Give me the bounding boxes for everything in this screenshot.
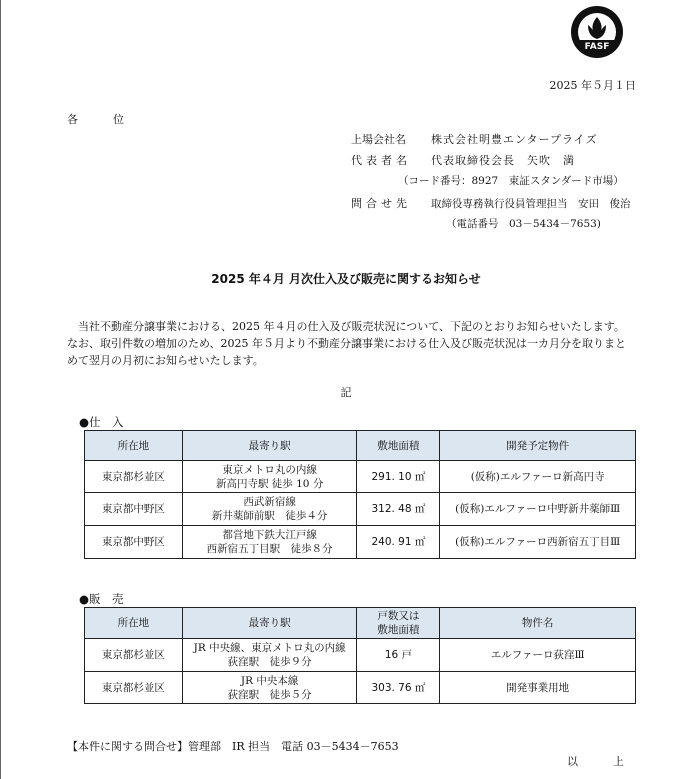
company-code: （コード番号：8927 東証スタンダード市場） [398, 175, 624, 187]
body-paragraph-2: なお、取引件数の増加のため、2025 年５月より不動産分譲事業における仕入及び販売状況は一カ月分を取りまとめて翌月の月初にお知らせいたします。 [67, 337, 627, 367]
listed-company-value: 株式会社明豊エンタープライズ [431, 133, 598, 146]
body-paragraph-1: 当社不動産分譲事業における、2025 年４月の仕入及び販売状況について、下記のとおりお知らせいたします。 [78, 320, 625, 333]
station-line: 新井薬師前駅 徒歩４分 [211, 510, 328, 522]
purchase-table [84, 430, 636, 559]
table-row [85, 639, 636, 672]
ki-mark: 記 [340, 386, 352, 399]
area-cell: 291. 10 ㎡ [357, 461, 440, 493]
property-cell: 開発事業用地 [440, 672, 636, 704]
station-line: 新高円寺駅 徒歩 10 分 [215, 477, 324, 490]
table-row [85, 672, 636, 704]
station-cell [182, 526, 357, 559]
contact-value: 取締役専務執行役員管理担当 安田 俊治 [431, 198, 631, 210]
purchase-col-property: 開発予定物件 [440, 431, 636, 461]
body-text [67, 318, 637, 369]
property-cell: (仮称)エルファーロ中野新井薬師Ⅲ [440, 493, 636, 526]
purchase-heading: ●仕 入 [79, 415, 124, 429]
table-row [85, 493, 636, 526]
property-cell: (仮称)エルファーロ新高円寺 [440, 461, 636, 493]
location-cell: 東京都中野区 [85, 526, 183, 559]
header-line: 敷地面積 [377, 624, 420, 636]
station-cell [182, 461, 357, 493]
closing-mark: 以 上 [567, 755, 636, 768]
purchase-col-area: 敷地面積 [357, 431, 440, 461]
area-cell: 312. 48 ㎡ [357, 493, 440, 526]
station-line: 荻窪駅 徒歩５分 [227, 688, 312, 701]
purchase-header-row [85, 431, 636, 461]
station-cell [182, 639, 357, 672]
station-line: 西新宿五丁目駅 徒歩８分 [206, 543, 333, 555]
listed-company-label: 上場会社名 [351, 133, 406, 146]
qty-cell: 16 戸 [357, 639, 440, 672]
sales-col-property: 物件名 [440, 608, 636, 639]
contact-row [351, 195, 631, 211]
sales-col-qty [357, 608, 440, 639]
sales-header-row [85, 608, 636, 639]
table-row [85, 526, 636, 559]
issue-date: 2025 年５月１日 [549, 79, 636, 92]
sales-heading: ●販 売 [79, 592, 124, 606]
station-line: JR 中央線、東京メトロ丸の内線 [193, 642, 346, 654]
document-title: 2025 年４月 月次仕入及び販売に関するお知らせ [211, 272, 481, 286]
representative-value: 代表取締役会長 矢吹 満 [431, 154, 575, 167]
location-cell: 東京都杉並区 [85, 461, 183, 493]
station-line: 荻窪駅 徒歩９分 [227, 656, 312, 668]
qty-cell: 303. 76 ㎡ [357, 672, 440, 704]
contact-label: 問合せ先 [351, 197, 411, 210]
station-cell [182, 672, 357, 704]
contact-phone: （電話番号 03－5434－7653) [446, 218, 601, 230]
location-cell: 東京都中野区 [85, 493, 183, 526]
listed-company-row [351, 131, 598, 147]
station-line: 東京メトロ丸の内線 [222, 463, 317, 476]
station-cell [182, 493, 357, 526]
location-cell: 東京都杉並区 [85, 639, 183, 672]
representative-row [351, 152, 575, 168]
property-cell: (仮称)エルファーロ西新宿五丁目Ⅲ [440, 526, 636, 559]
purchase-col-station: 最寄り駅 [182, 431, 357, 461]
station-line: 西武新宿線 [243, 496, 296, 508]
area-cell: 240. 91 ㎡ [357, 526, 440, 559]
sales-col-station: 最寄り駅 [182, 608, 357, 639]
header-line: 戸数又は [377, 610, 420, 622]
representative-label: 代表者名 [351, 154, 411, 167]
station-line: JR 中央本線 [240, 674, 299, 687]
purchase-col-location: 所在地 [85, 431, 183, 461]
logo-text: FASF [584, 42, 610, 52]
sales-table [84, 607, 636, 704]
location-cell: 東京都杉並区 [85, 672, 183, 704]
station-line: 都営地下鉄大江戸線 [222, 529, 317, 541]
inquiry-footer: 【本件に関する問合せ】管理部 IR 担当 電話 03－5434－7653 [67, 740, 399, 753]
table-row [85, 461, 636, 493]
property-cell: エルファーロ荻窪Ⅲ [440, 639, 636, 672]
fasf-logo [570, 5, 624, 59]
addressee: 各 位 [67, 113, 136, 126]
sales-col-location: 所在地 [85, 608, 183, 639]
